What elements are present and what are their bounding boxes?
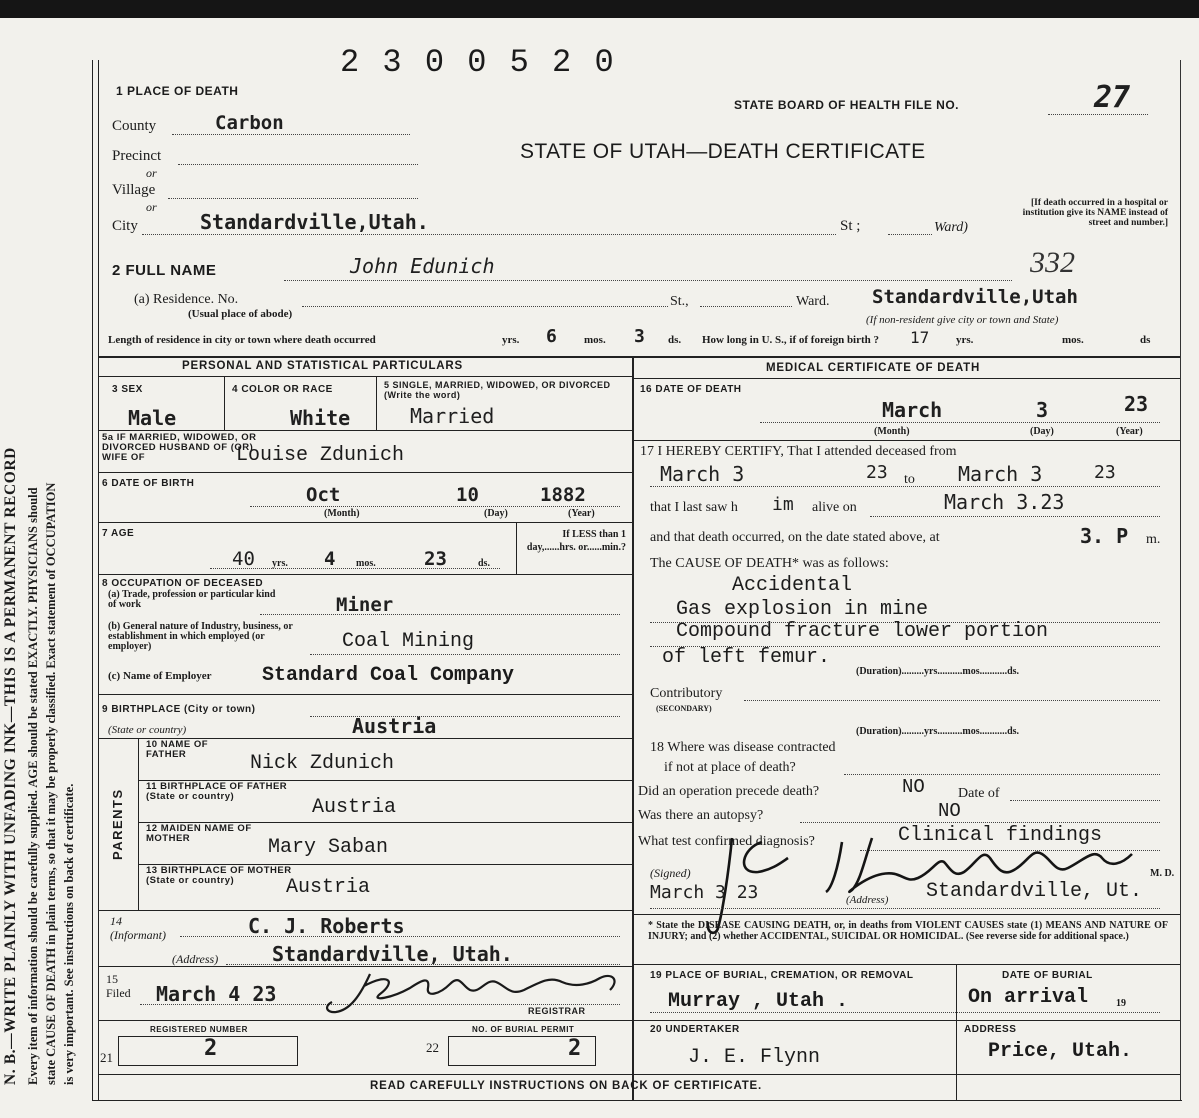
signed-label: (Signed): [650, 866, 691, 880]
test-label: What test confirmed diagnosis?: [638, 834, 815, 849]
cause-footnote: * State the DISEASE CAUSING DEATH, or, in deaths from VIOLENT CAUSES state (1) MEANS AND NATURE OF INJURY; and (2) whether ACCIDENTAL, SUICIDAL OR HOMICIDAL. (See reverse side for additional space.): [648, 920, 1168, 942]
spouse-value: Louise Zdunich: [236, 444, 405, 467]
length-yrs-label: yrs.: [502, 334, 520, 346]
residence-ward-line: [700, 306, 792, 307]
test-value: Clinical findings: [898, 824, 1103, 847]
operation-label: Did an operation precede death?: [638, 784, 820, 799]
cause-line-2: Gas explosion in mine: [676, 598, 929, 621]
row-line-9: [98, 1020, 632, 1021]
physician-address-value: Standardville, Ut.: [926, 880, 1143, 903]
dob-year-value: 1882: [540, 484, 586, 506]
age-mos-label: mos.: [356, 558, 376, 569]
residence-label: (a) Residence. No.: [134, 292, 239, 307]
residence-line: [302, 306, 668, 307]
registered-number-prefix: 21: [100, 1050, 113, 1065]
burial-date-19: 19: [1116, 998, 1126, 1009]
full-name-label: 2 FULL NAME: [112, 262, 217, 279]
dob-day-value: 10: [456, 484, 479, 506]
or-label-1: or: [146, 166, 157, 180]
row-line-2: [98, 472, 632, 473]
village-line: [168, 198, 418, 199]
how-long-value: 17: [910, 328, 930, 347]
section-title-underline-right: [632, 378, 1180, 379]
mother-label: 12 MAIDEN NAME OF MOTHER: [146, 823, 252, 844]
signed-date-value: March 3 23: [650, 882, 759, 903]
hospital-note: [If death occurred in a hospital or institution give its NAME instead of street and number.]: [1022, 198, 1168, 228]
county-label: County: [112, 118, 157, 134]
registered-number-label: REGISTERED NUMBER: [150, 1025, 248, 1034]
age-yrs-label: yrs.: [272, 558, 288, 569]
length-mos-value: 3: [634, 326, 645, 347]
side-note-line2: Every item of information should be carefully supplied. AGE should be stated EXACTLY. PHYSICIANS should: [26, 487, 40, 1085]
burial-permit-prefix: 22: [426, 1040, 439, 1055]
burial-place-value: Murray , Utah .: [668, 990, 849, 1013]
attended-from-value: March 3: [660, 462, 745, 486]
side-note-line4: is very important. See instructions on back of certificate.: [62, 783, 76, 1085]
ward-line: [888, 234, 932, 235]
side-note-main: N. B.—WRITE PLAINLY WITH UNFADING INK—THIS IS A PERMANENT RECORD: [2, 447, 19, 1085]
undertaker-value: J. E. Flynn: [688, 1046, 821, 1069]
dob-day-caption: (Day): [484, 508, 508, 519]
margin-number: 332: [1030, 246, 1075, 279]
street-label: St ;: [840, 218, 861, 234]
certificate-title: STATE OF UTAH—DEATH CERTIFICATE: [520, 140, 926, 163]
less-than-label: If LESS than 1 day,......hrs. or......min.?: [526, 529, 626, 553]
attended-line: [650, 486, 1160, 487]
dob-month-caption: (Month): [324, 508, 360, 519]
death-year-value: 23: [1124, 392, 1149, 416]
center-divider: [632, 356, 634, 1100]
industry-line: [310, 654, 620, 655]
side-note-line3: state CAUSE OF DEATH in plain terms, so that it may be properly classified. Exact statement of OCCUPATION: [44, 482, 58, 1085]
file-number-label: STATE BOARD OF HEALTH FILE NO.: [734, 98, 959, 112]
m-label: m.: [1146, 532, 1161, 547]
personal-section-title: PERSONAL AND STATISTICAL PARTICULARS: [182, 360, 463, 372]
sex-divider: [224, 376, 225, 430]
autopsy-label: Was there an autopsy?: [638, 808, 764, 823]
cause-label: The CAUSE OF DEATH* was as follows:: [650, 556, 889, 571]
certificate-number: 2 3 0 0 5 2 0: [340, 44, 616, 81]
operation-line: [1010, 800, 1160, 801]
section-title-underline-left: [98, 376, 632, 377]
row-line-7: [98, 910, 632, 911]
row-line-5: [98, 694, 632, 695]
bottom-border: [92, 1100, 1182, 1101]
death-year-caption: (Year): [1116, 426, 1143, 437]
how-long-yrs: yrs.: [956, 334, 974, 346]
last-saw-pronoun: im: [772, 494, 794, 515]
medical-section-title: MEDICAL CERTIFICATE OF DEATH: [766, 362, 981, 374]
death-month-caption: (Month): [874, 426, 910, 437]
death-month-value: March: [882, 398, 943, 422]
registrar-signature: [300, 966, 630, 1022]
med-line-undertaker: [632, 1020, 1180, 1021]
burial-date-label: DATE OF BURIAL: [1002, 970, 1093, 981]
length-ds-label: ds.: [668, 334, 682, 346]
birthplace-label: 9 BIRTHPLACE (City or town): [102, 704, 256, 715]
residence-street-label: St.,: [670, 294, 689, 309]
age-line: [210, 568, 500, 569]
undertaker-address-label: ADDRESS: [964, 1024, 1017, 1035]
certify-label: 17 I HEREBY CERTIFY, That I attended deceased from: [640, 444, 957, 459]
occupation-label: 8 OCCUPATION OF DECEASED: [102, 578, 264, 589]
row-line-3: [98, 522, 632, 523]
q18-label: 18 Where was disease contracted: [650, 740, 836, 755]
registrar-label: REGISTRAR: [528, 1006, 586, 1016]
informant-address-value: Standardville, Utah.: [272, 942, 513, 966]
or-label-2: or: [146, 200, 157, 214]
county-value: Carbon: [215, 112, 284, 134]
operation-value: NO: [902, 776, 925, 798]
age-mos-value: 4: [324, 548, 336, 570]
occupation-b-label: (b) General nature of Industry, business, or establishment in which employed (or employer): [108, 621, 293, 652]
duration-label-1: (Duration).........yrs..........mos...........ds.: [856, 666, 1020, 677]
parents-divider: [138, 738, 139, 910]
row-line-4: [98, 574, 632, 575]
med-line-1: [632, 440, 1180, 441]
sex-value: Male: [128, 406, 177, 430]
ward-label: Ward): [934, 220, 968, 235]
right-border: [1180, 60, 1181, 1100]
color-divider: [376, 376, 377, 430]
place-of-death-label: 1 PLACE OF DEATH: [116, 84, 239, 98]
employer-value: Standard Coal Company: [262, 664, 515, 687]
city-line: [142, 234, 836, 235]
father-birthplace-value: Austria: [312, 796, 397, 819]
left-border-inner: [98, 60, 99, 1100]
alive-on-label: alive on: [812, 500, 857, 515]
burial-divider: [956, 964, 957, 1100]
how-long-label: How long in U. S., if of foreign birth ?: [702, 334, 880, 346]
how-long-ds: ds: [1140, 334, 1151, 346]
how-long-mos: mos.: [1062, 334, 1084, 346]
section-top-line: [98, 356, 1180, 358]
duration-label-2: (Duration).........yrs..........mos...........ds.: [856, 726, 1020, 737]
to-label: to: [904, 472, 915, 487]
filed-value: March 4 23: [156, 982, 277, 1006]
attended-to-value: March 3: [958, 462, 1043, 486]
left-border: [92, 60, 93, 1100]
dob-label: 6 DATE OF BIRTH: [102, 478, 195, 489]
registered-number-value: 2: [204, 1036, 218, 1061]
full-name-value: John Edunich: [350, 254, 495, 278]
secondary-label: (SECONDARY): [656, 704, 712, 713]
dob-month-value: Oct: [306, 484, 341, 506]
county-line: [172, 134, 410, 135]
date-of-label: Date of: [958, 786, 1000, 801]
age-ds-value: 23: [424, 548, 447, 570]
contributory-line: [744, 700, 1160, 701]
color-label: 4 COLOR OR RACE: [232, 384, 333, 395]
scan-top-border: [0, 0, 1199, 18]
contributory-label: Contributory: [650, 686, 723, 701]
death-time-value: 3. P: [1080, 524, 1129, 548]
sex-label: 3 SEX: [112, 384, 143, 395]
mother-birthplace-value: Austria: [286, 876, 371, 899]
file-number-value: 27: [1094, 80, 1131, 115]
informant-value: C. J. Roberts: [248, 914, 405, 938]
informant-label: 14 (Informant): [110, 914, 166, 942]
death-occurred-label: and that death occurred, on the date stated above, at: [650, 530, 940, 545]
birthplace-value: Austria: [352, 714, 437, 738]
undertaker-address-value: Price, Utah.: [988, 1040, 1133, 1063]
informant-line: [180, 936, 620, 937]
occupation-a-label: (a) Trade, profession or particular kind of work: [108, 589, 276, 610]
filed-label: 15 Filed: [106, 972, 131, 1000]
marital-value: Married: [410, 404, 495, 428]
row-line-1: [98, 430, 632, 431]
father-birthplace-label: 11 BIRTHPLACE OF FATHER (State or country): [146, 781, 288, 802]
residence-value: Standardville,Utah: [872, 286, 1078, 308]
med-line-burial: [632, 964, 1180, 965]
cause-line-4: of left femur.: [662, 646, 831, 669]
burial-line: [650, 1012, 1160, 1013]
father-value: Nick Zdunich: [250, 752, 395, 775]
father-label: 10 NAME OF FATHER: [146, 739, 209, 760]
last-saw-line: [870, 516, 1160, 517]
undertaker-label: 20 UNDERTAKER: [650, 1024, 740, 1035]
age-yrs-value: 40: [232, 548, 255, 570]
length-of-residence-label: Length of residence in city or town where death occurred: [108, 334, 376, 346]
burial-permit-label: NO. OF BURIAL PERMIT: [472, 1025, 575, 1034]
med-line-footnote: [632, 914, 1180, 915]
attended-from-year: 23: [866, 462, 888, 483]
state-country-label: (State or country): [108, 724, 187, 736]
occupation-value: Miner: [336, 594, 394, 616]
full-name-line: [284, 280, 1012, 281]
dob-line: [250, 506, 620, 507]
mother-birthplace-label: 13 BIRTHPLACE OF MOTHER (State or country): [146, 865, 292, 886]
date-of-death-label: 16 DATE OF DEATH: [640, 384, 742, 395]
precinct-label: Precinct: [112, 148, 162, 164]
nonresident-note: (If non-resident give city or town and State): [866, 314, 1059, 326]
physician-address-line: [650, 908, 1160, 909]
residence-sub: (Usual place of abode): [188, 308, 293, 320]
burial-permit-value: 2: [568, 1036, 582, 1061]
last-saw-label: that I last saw h: [650, 500, 738, 515]
burial-date-value: On arrival: [968, 986, 1089, 1009]
village-label: Village: [112, 182, 156, 198]
marital-label: 5 SINGLE, MARRIED, WIDOWED, OR DIVORCED (Write the word): [384, 380, 611, 400]
age-ds-label: ds.: [478, 558, 490, 569]
death-day-caption: (Day): [1030, 426, 1054, 437]
footer-instructions: READ CAREFULLY INSTRUCTIONS ON BACK OF CERTIFICATE.: [370, 1080, 762, 1092]
spouse-label: 5a IF MARRIED, WIDOWED, OR DIVORCED HUSBAND OF (OR) WIFE OF: [102, 432, 257, 463]
informant-address-label: (Address): [172, 952, 219, 966]
precinct-line: [178, 164, 418, 165]
last-saw-value: March 3.23: [944, 490, 1065, 514]
city-value: Standardville,Utah.: [200, 210, 429, 234]
length-yrs-value: 6: [546, 326, 557, 347]
age-label: 7 AGE: [102, 528, 135, 539]
md-label: M. D.: [1150, 868, 1175, 879]
death-day-value: 3: [1036, 398, 1049, 422]
footer-line: [98, 1074, 1180, 1075]
age-divider: [516, 522, 517, 574]
industry-value: Coal Mining: [342, 630, 475, 653]
occupation-line: [260, 614, 620, 615]
residence-ward-label: Ward.: [796, 294, 830, 309]
cause-line-3: Compound fracture lower portion: [676, 620, 1049, 643]
date-of-death-line: [760, 422, 1160, 423]
informant-address-line: [226, 964, 620, 965]
parents-label: PARENTS: [110, 788, 125, 860]
cause-line-1: Accidental: [732, 574, 853, 597]
length-mos-label: mos.: [584, 334, 606, 346]
physician-address-label: (Address): [846, 894, 889, 906]
dob-year-caption: (Year): [568, 508, 595, 519]
city-label: City: [112, 218, 138, 234]
q18-line: [844, 774, 1160, 775]
mother-value: Mary Saban: [268, 836, 389, 859]
autopsy-value: NO: [938, 800, 961, 822]
color-value: White: [290, 406, 351, 430]
attended-to-year: 23: [1094, 462, 1116, 483]
q18b-label: if not at place of death?: [664, 760, 796, 775]
burial-place-label: 19 PLACE OF BURIAL, CREMATION, OR REMOVAL: [650, 970, 914, 981]
employer-label: (c) Name of Employer: [108, 670, 212, 682]
